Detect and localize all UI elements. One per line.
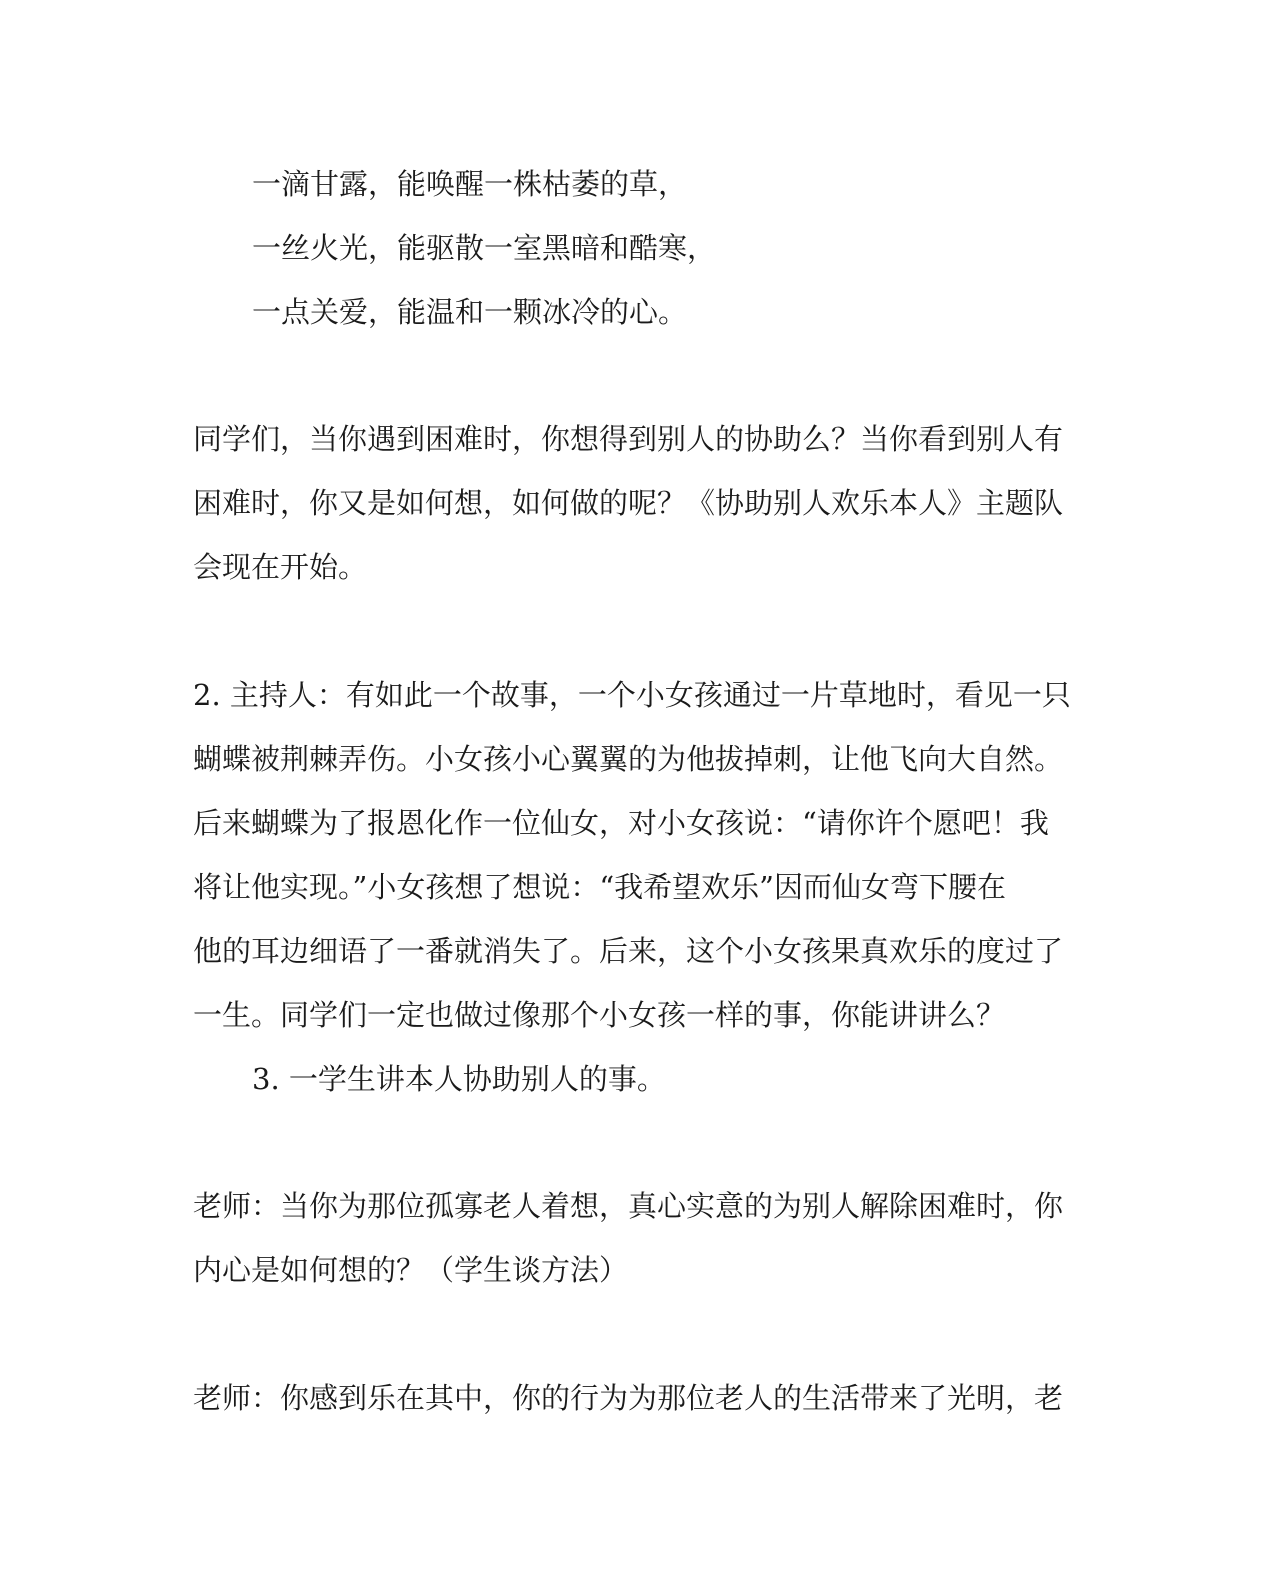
paragraph-line: 会现在开始。 [193,550,368,584]
paragraph-line: 老师：你感到乐在其中，你的行为为那位老人的生活带来了光明，老 [193,1381,1064,1415]
poem-line: 一丝火光，能驱散一室黑暗和酷寒， [252,231,717,265]
paragraph-line: 同学们，当你遇到困难时，你想得到别人的协助么？当你看到别人有 [193,422,1064,456]
paragraph-line: 将让他实现。”小女孩想了想说：“我希望欢乐”因而仙女弯下腰在 [193,870,1006,904]
paragraph-line: 他的耳边细语了一番就消失了。后来，这个小女孩果真欢乐的度过了 [193,934,1064,968]
list-item: 3. 一学生讲本人协助别人的事。 [252,1062,666,1096]
paragraph-line: 蝴蝶被荆棘弄伤。小女孩小心翼翼的为他拔掉刺，让他飞向大自然。 [193,742,1064,776]
paragraph-line: 困难时，你又是如何想，如何做的呢？《协助别人欢乐本人》主题队 [193,486,1064,520]
paragraph-line: 内心是如何想的？（学生谈方法） [193,1253,629,1287]
poem-line: 一点关爱，能温和一颗冰冷的心。 [252,295,688,329]
paragraph-line: 一生。同学们一定也做过像那个小女孩一样的事，你能讲讲么？ [193,998,1006,1032]
poem-line: 一滴甘露，能唤醒一株枯萎的草， [252,167,688,201]
paragraph-line: 2. 主持人：有如此一个故事，一个小女孩通过一片草地时，看见一只 [193,678,1071,712]
paragraph-line: 老师：当你为那位孤寡老人着想，真心实意的为别人解除困难时，你 [193,1189,1064,1223]
paragraph-line: 后来蝴蝶为了报恩化作一位仙女，对小女孩说：“请你许个愿吧！我 [193,806,1049,840]
